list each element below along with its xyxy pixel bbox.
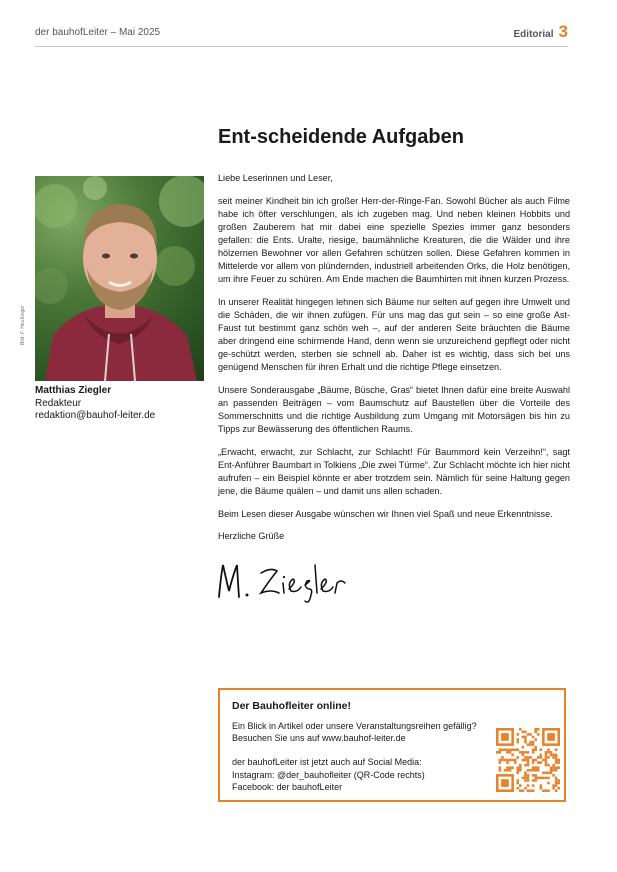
paragraph-4: „Erwacht, erwacht, zur Schlacht, zur Schlacht! Für Baummord kein Verzeihn!“, sagt Ent-Anführer Baumbart in Tolkiens „Die zwei Türme“. Zur Schlacht möchte ich hier nicht aufrufen – ein Beispiel könnte er aber trotzdem sein. Nämlich für seine Haltung gegen jene, die Bäume quälen – und damit uns allen schaden. xyxy=(218,446,570,496)
online-line-facebook[interactable]: Facebook: der bauhofLeiter xyxy=(232,781,343,792)
section-label: Editorial xyxy=(513,29,554,40)
paragraph-3: Unsere Sonderausgabe „Bäume, Büsche, Gras“ bietet Ihnen dafür eine breite Auswahl an passenden Beiträgen – vom Baumschutz auf Baustellen über die Vorteile des Sommerschnitts und die richtige Ausbildung zum Umgang mit Motorsägen bis hin zu Tipps zur Bewässerung des öffentlichen Raums. xyxy=(218,384,570,435)
author-email[interactable]: redaktion@bauhof-leiter.de xyxy=(35,410,156,421)
paragraph-5: Beim Lesen dieser Ausgabe wünschen wir Ihnen viel Spaß und neue Erkenntnisse. xyxy=(218,508,553,519)
photo-credit: Bild: F. Heußinger xyxy=(20,305,26,345)
paragraph-1: seit meiner Kindheit bin ich großer Herr-der-Ringe-Fan. Sowohl Bücher als auch Filme habe ich öfter verschlungen, als ich zugeben mag. Und neben kleinen Hobbits und großen Zauberern hat mir dabei eine spezielle Spezies immer ganz besonders gefallen: die Ents. Uralte, riesige, baumähnliche Kreaturen, die die Wälder und ihre hölzernen Bewohner vor allen Gefahren schützen sollen. Diese Gefahren kommen in Mittelerde vor allem von plündernden, industriell arbeitenden Orks, die Holz benötigen, um ihre Feuer zu schüren. Am Ende machen die Baumhirten mit ihnen kurzen Prozess. xyxy=(218,195,570,285)
article-title: Ent-scheidende Aufgaben xyxy=(218,126,464,148)
page-header xyxy=(35,22,568,47)
qr-code-icon[interactable] xyxy=(496,728,560,792)
paragraph-2: In unserer Realität hingegen lehnen sich Bäume nur selten auf gegen ihre Umwelt und die Schäden, die wir ihnen zufügen. Für uns mag das gut sein – so eine große Ast-Faust tut bestimmt ganz schön weh –, auf der anderen Seite bräuchten die Bäume aber dringend eine schirmende Hand, denn wenn sie unzureichend gepflegt oder nicht ge-schützt werden, sterben sie schnell ab. Daher ist es wichtig, dass sich bei uns genügend Menschen für ihren Erhalt und die richtige Pflege einsetzen. xyxy=(218,296,570,373)
signature-image xyxy=(215,555,355,605)
online-line-instagram[interactable]: Instagram: @der_bauhofleiter (QR-Code rechts) xyxy=(232,769,425,780)
signature xyxy=(215,555,355,605)
online-line-1: Ein Blick in Artikel oder unsere Veranstaltungsreihen gefällig? xyxy=(232,721,477,731)
page-number: 3 xyxy=(558,22,568,41)
magazine-issue: der bauhofLeiter – Mai 2025 xyxy=(35,27,161,38)
author-role: Redakteur xyxy=(35,398,82,409)
online-line-website[interactable]: Besuchen Sie uns auf www.bauhof-leiter.de xyxy=(232,733,406,744)
closing: Herzliche Grüße xyxy=(218,531,285,542)
editorial-body xyxy=(218,172,570,553)
header-section xyxy=(514,22,568,42)
online-box-title: Der Bauhofleiter online! xyxy=(232,700,352,712)
author-photo xyxy=(35,176,204,381)
greeting: Liebe Leserinnen und Leser, xyxy=(218,173,333,183)
online-line-social: der bauhofLeiter ist jetzt auch auf Social Media: xyxy=(232,757,422,768)
author-name: Matthias Ziegler xyxy=(35,385,112,396)
online-box-text xyxy=(232,720,497,793)
portrait-photo xyxy=(35,176,204,381)
online-info-box xyxy=(218,688,566,802)
